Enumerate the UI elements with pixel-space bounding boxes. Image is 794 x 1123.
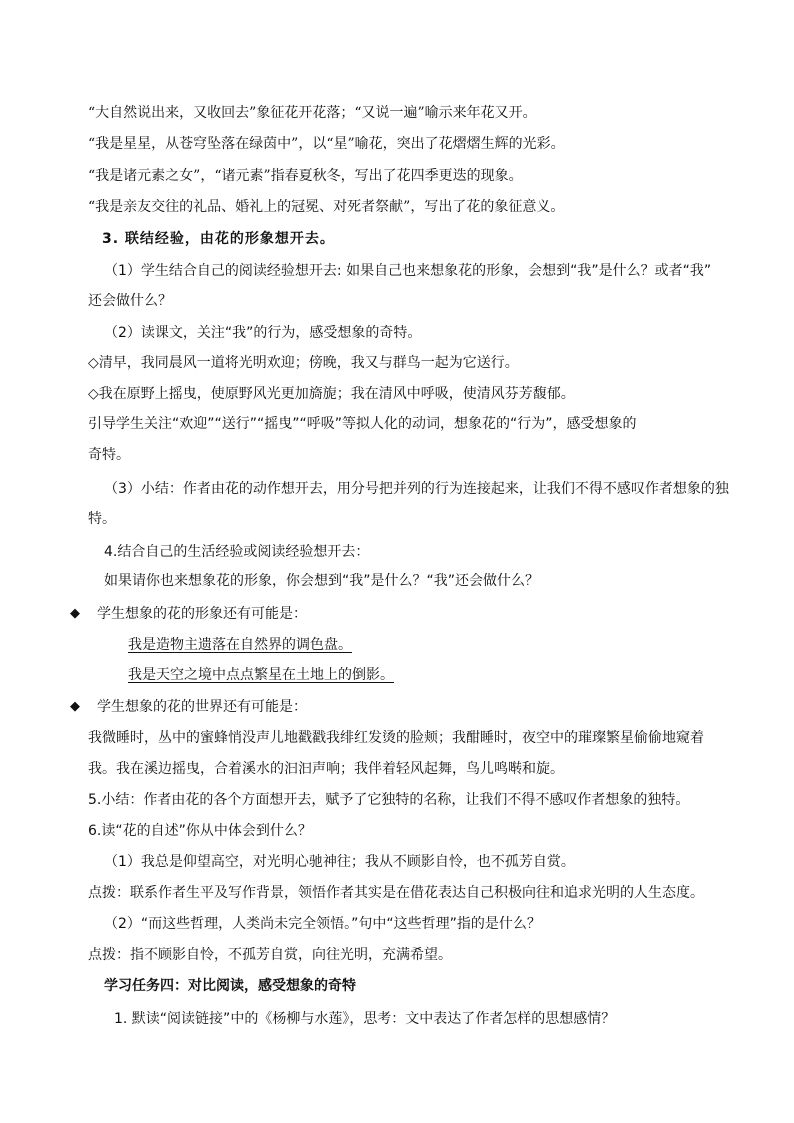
paragraph-line: （2）“而这些哲理，人类尚未完全领悟。”句中“这些哲理”指的是什么？ bbox=[104, 916, 541, 932]
paragraph-line: 奇特。 bbox=[88, 447, 130, 463]
paragraph-line: “我是亲友交往的礼品、婚礼上的冠冕、对死者祭献”，写出了花的象征意义。 bbox=[88, 199, 565, 215]
bullet-item: 学生想象的花的世界还有可能是： bbox=[97, 699, 307, 715]
paragraph-line: 点拨：联系作者生平及写作背景，领悟作者其实是在借花表达自己积极向往和追求光明的人生态度。 bbox=[88, 885, 704, 901]
paragraph-line: 引导学生关注“欢迎”“送行”“摇曳”“呼吸”等拟人化的动词，想象花的“行为”，感受想象的 bbox=[88, 416, 637, 432]
paragraph-line: （1）学生结合自己的阅读经验想开去: 如果自己也来想象花的形象，会想到“我”是什么？或者“我” bbox=[104, 263, 712, 279]
paragraph-line: 1. 默读“阅读链接”中的《杨柳与水莲》，思考：文中表达了作者怎样的思想感情？ bbox=[114, 1011, 616, 1027]
quote-line: ◇清早，我同晨风一道将光明欢迎；傍晚，我又与群鸟一起为它送行。 bbox=[88, 355, 519, 371]
paragraph-line: （1）我总是仰望高空，对光明心驰神往；我从不顾影自怜，也不孤芳自赏。 bbox=[104, 854, 575, 870]
bullet-diamond-icon: ◆ bbox=[70, 699, 80, 714]
paragraph-line: “大自然说出来，又收回去”象征花开花落；“又说一遍”喻示来年花又开。 bbox=[88, 105, 537, 121]
paragraph-line: （3）小结：作者由花的动作想开去，用分号把并列的行为连接起来，让我们不得不感叹作者想象的独 bbox=[104, 481, 729, 497]
paragraph-line: 我微睡时，丛中的蜜蜂悄没声儿地戳戳我绯红发烫的脸颊；我酣睡时，夜空中的璀璨繁星偷偷地窥着 bbox=[88, 730, 704, 746]
section-heading-4: 4.结合自己的生活经验或阅读经验想开去： bbox=[104, 544, 370, 560]
task-heading: 学习任务四：对比阅读，感受想象的奇特 bbox=[104, 978, 356, 994]
paragraph-line: 点拨：指不顾影自怜，不孤芳自赏，向往光明，充满希望。 bbox=[88, 947, 452, 963]
paragraph-line: （2）读课文，关注“我”的行为，感受想象的奇特。 bbox=[104, 325, 422, 341]
bullet-item: 学生想象的花的形象还有可能是： bbox=[97, 606, 307, 622]
paragraph-line: 还会做什么？ bbox=[88, 293, 172, 309]
paragraph-line: 如果请你也来想象花的形象，你会想到“我”是什么？“我”还会做什么？ bbox=[104, 573, 540, 589]
paragraph-line: 我。我在溪边摇曳，合着溪水的汩汩声响；我伴着轻风起舞，鸟儿鸣啭和旋。 bbox=[88, 761, 564, 777]
quote-line: ◇我在原野上摇曳，使原野风光更加旖旎；我在清风中呼吸，使清风芬芳馥郁。 bbox=[88, 386, 575, 402]
paragraph-line: 6.读“花的自述”你从中体会到什么？ bbox=[88, 823, 312, 839]
bullet-diamond-icon: ◆ bbox=[70, 606, 80, 621]
paragraph-line: 特。 bbox=[88, 511, 116, 527]
underlined-example: 我是造物主遗落在自然界的调色盘。 bbox=[128, 637, 352, 653]
underlined-example: 我是天空之境中点点繁星在土地上的倒影。 bbox=[128, 667, 394, 683]
paragraph-line: “我是诸元素之女”，“诸元素”指春夏秋冬，写出了花四季更迭的现象。 bbox=[88, 168, 523, 184]
paragraph-line: “我是星星，从苍穹坠落在绿茵中”，以“星”喻花，突出了花熠熠生辉的光彩。 bbox=[88, 136, 565, 152]
section-heading-3: 3. 联结经验，由花的形象想开去。 bbox=[102, 231, 335, 247]
paragraph-line: 5.小结：作者由花的各个方面想开去，赋予了它独特的名称，让我们不得不感叹作者想象的独特。 bbox=[88, 792, 690, 808]
